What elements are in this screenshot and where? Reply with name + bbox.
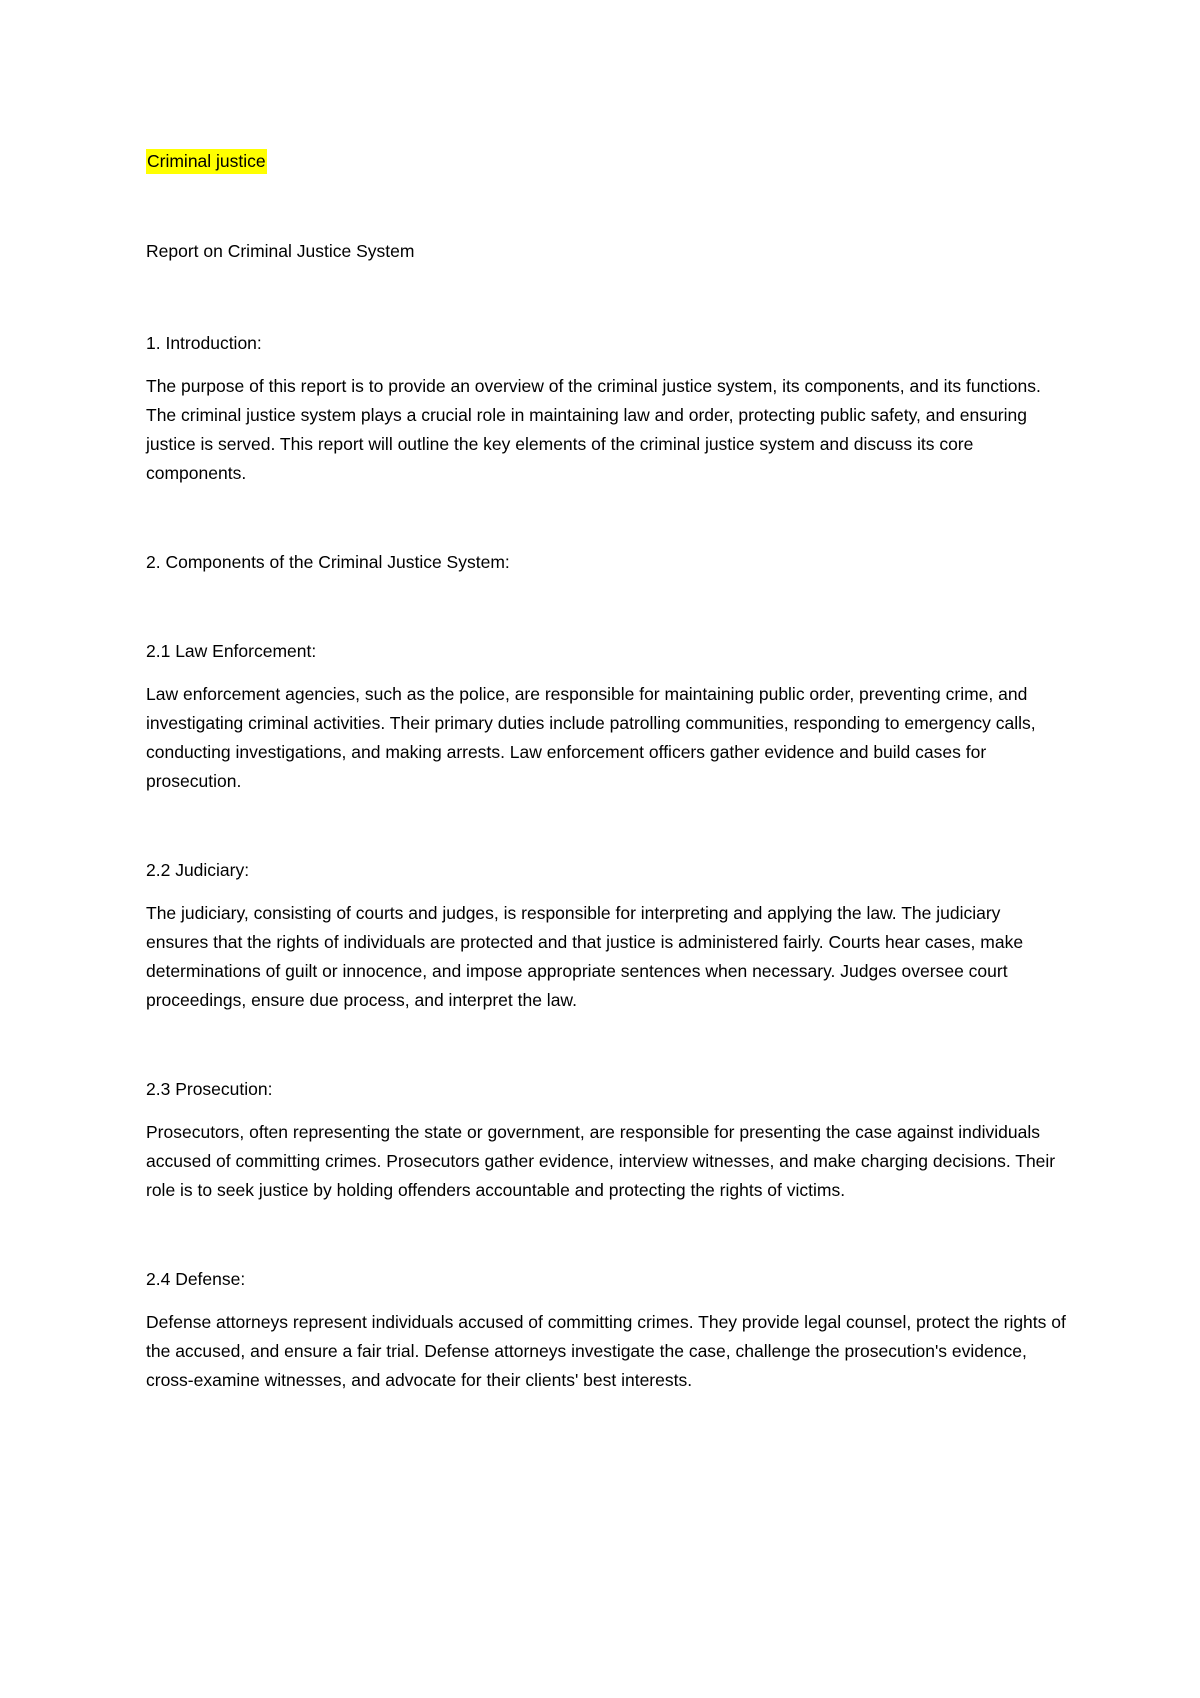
judiciary-paragraph: The judiciary, consisting of courts and judges, is responsible for interpreting and applying the law. The judiciary ensures that the rights of individuals are protected and that justice is administered fairly. Courts hear cases, make determinations of guilt or innocence, and impose appropriate sentences when necessary. Judges oversee court proceedings, ensure due process, and interpret the law.: [146, 903, 1024, 1010]
prosecution-heading: 2.3 Prosecution:: [146, 1079, 273, 1099]
defense-heading: 2.4 Defense:: [146, 1269, 246, 1289]
defense-section: [146, 1265, 1066, 1395]
judiciary-heading: 2.2 Judiciary:: [146, 860, 250, 880]
document-content: [146, 147, 1066, 1455]
judiciary-section: [146, 856, 1066, 1015]
components-heading: 2. Components of the Criminal Justice System:: [146, 552, 510, 572]
introduction-section: [146, 329, 1066, 488]
introduction-paragraph: The purpose of this report is to provide an overview of the criminal justice system, its components, and its functions. The criminal justice system plays a crucial role in maintaining law and order, protecting public safety, and ensuring justice is served. This report will outline the key elements of the criminal justice system and discuss its core components.: [146, 376, 1041, 483]
law-enforcement-section: [146, 637, 1066, 796]
prosecution-section: [146, 1075, 1066, 1205]
defense-paragraph: Defense attorneys represent individuals accused of committing crimes. They provide legal counsel, protect the rights of the accused, and ensure a fair trial. Defense attorneys investigate the case, challenge the prosecution's evidence, cross-examine witnesses, and advocate for their clients' best interests.: [146, 1312, 1066, 1390]
report-title: Report on Criminal Justice System: [146, 241, 415, 261]
law-enforcement-paragraph: Law enforcement agencies, such as the police, are responsible for maintaining public order, preventing crime, and investigating criminal activities. Their primary duties include patrolling communities, responding to emergency calls, conducting investigations, and making arrests. Law enforcement officers gather evidence and build cases for prosecution.: [146, 684, 1036, 791]
introduction-heading: 1. Introduction:: [146, 333, 262, 353]
components-section: [146, 548, 1066, 577]
highlighted-document-title: Criminal justice: [146, 149, 267, 174]
prosecution-paragraph: Prosecutors, often representing the state or government, are responsible for presenting the case against individuals accused of committing crimes. Prosecutors gather evidence, interview witnesses, and make charging decisions. Their role is to seek justice by holding offenders accountable and protecting the rights of victims.: [146, 1122, 1056, 1200]
law-enforcement-heading: 2.1 Law Enforcement:: [146, 641, 317, 661]
